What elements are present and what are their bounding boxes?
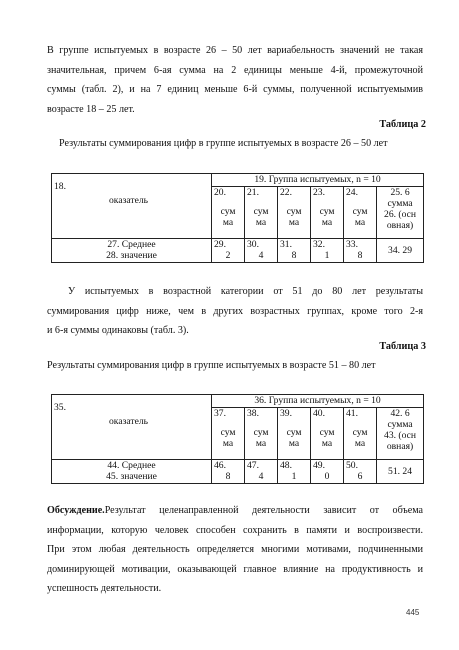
column-header: 23. сум ма (311, 187, 344, 239)
row-label: 27. Среднее 28. значение (52, 239, 212, 263)
value-cell: 46. 8 (212, 460, 245, 484)
value-cell: 30. 4 (245, 239, 278, 263)
text-line: и 6-я суммы одинаковы (табл. 3). (47, 325, 189, 336)
table-header-cell (52, 174, 212, 239)
discussion-first-line: Результат целенаправленной деятельности зависит от объема (104, 505, 423, 516)
text-line: значительная, причем 6-ая сумма на 2 единицы меньше 4-й, промежуточной (47, 64, 423, 76)
value-cell-main: 51. 24 (377, 460, 424, 484)
column-header: 37. сум ма (212, 408, 245, 460)
text-line: При этом любая деятельность определяется многими мотивами, подчиненными (47, 544, 423, 555)
header-label: оказатель (109, 195, 148, 206)
column-header: 38. сум ма (245, 408, 278, 460)
text-line: суммирования цифр ниже, чем в других возрастных группах, кроме того 2-я (47, 305, 423, 317)
text-line: У испытуемых в возрастной категории от 51 до 80 лет результаты (68, 286, 423, 297)
value-cell: 49. 0 (311, 460, 344, 484)
text-line: доминирующей мотивации, оказывающей главное влияние на продуктивность и (47, 563, 423, 575)
column-header: 20. сум ма (212, 187, 245, 239)
column-header: 24. сум ма (344, 187, 377, 239)
group-header: 19. Группа испытуемых, n = 10 (212, 174, 424, 187)
column-header: 41. сум ма (344, 408, 377, 460)
paragraph-2 (47, 282, 423, 341)
paragraph-1 (47, 41, 423, 119)
table-3-label: Таблица 3 (379, 341, 426, 352)
value-cell: 31. 8 (278, 239, 311, 263)
header-label: оказатель (109, 416, 148, 427)
header-number: 18. (54, 181, 66, 192)
header-number: 35. (54, 402, 66, 413)
text-line: возрасте 18 – 25 лет. (47, 103, 135, 115)
text-line: суммы (табл. 2), и на 7 единиц меньше 6-й суммы, полученной испытуемымив (47, 84, 423, 95)
value-cell: 32. 1 (311, 239, 344, 263)
text-line (47, 501, 423, 521)
value-cell: 48. 1 (278, 460, 311, 484)
value-cell: 29. 2 (212, 239, 245, 263)
column-header: 40. сум ма (311, 408, 344, 460)
group-header: 36. Группа испытуемых, n = 10 (212, 395, 424, 408)
discussion-heading: Обсуждение. (47, 505, 105, 516)
column-header-main: 42. 6 сумма 43. (осн овная) (377, 408, 424, 460)
text-line: успешность деятельности. (47, 583, 162, 594)
text-line: информации, которую человек способен сохранить в памяти и воспроизвести. (47, 524, 423, 536)
column-header: 22. сум ма (278, 187, 311, 239)
table-2-caption: Результаты суммирования цифр в группе испытуемых в возрасте 26 – 50 лет (59, 138, 388, 149)
table-header-cell (52, 395, 212, 460)
column-header: 21. сум ма (245, 187, 278, 239)
page-number: 445 (406, 608, 420, 617)
discussion-paragraph (47, 501, 423, 599)
column-header: 39. сум ма (278, 408, 311, 460)
value-cell: 47. 4 (245, 460, 278, 484)
text-line: В группе испытуемых в возрасте 26 – 50 лет вариабельность значений не такая (47, 45, 423, 56)
column-header-main: 25. 6 сумма 26. (осн овная) (377, 187, 424, 239)
value-cell-main: 34. 29 (377, 239, 424, 263)
value-cell: 33. 8 (344, 239, 377, 263)
value-cell: 50. 6 (344, 460, 377, 484)
table-2 (51, 173, 424, 263)
table-3-caption: Результаты суммирования цифр в группе испытуемых в возрасте 51 – 80 лет (47, 360, 376, 371)
row-label: 44. Среднее 45. значение (52, 460, 212, 484)
table-2-label: Таблица 2 (379, 119, 426, 130)
table-3 (51, 394, 424, 484)
